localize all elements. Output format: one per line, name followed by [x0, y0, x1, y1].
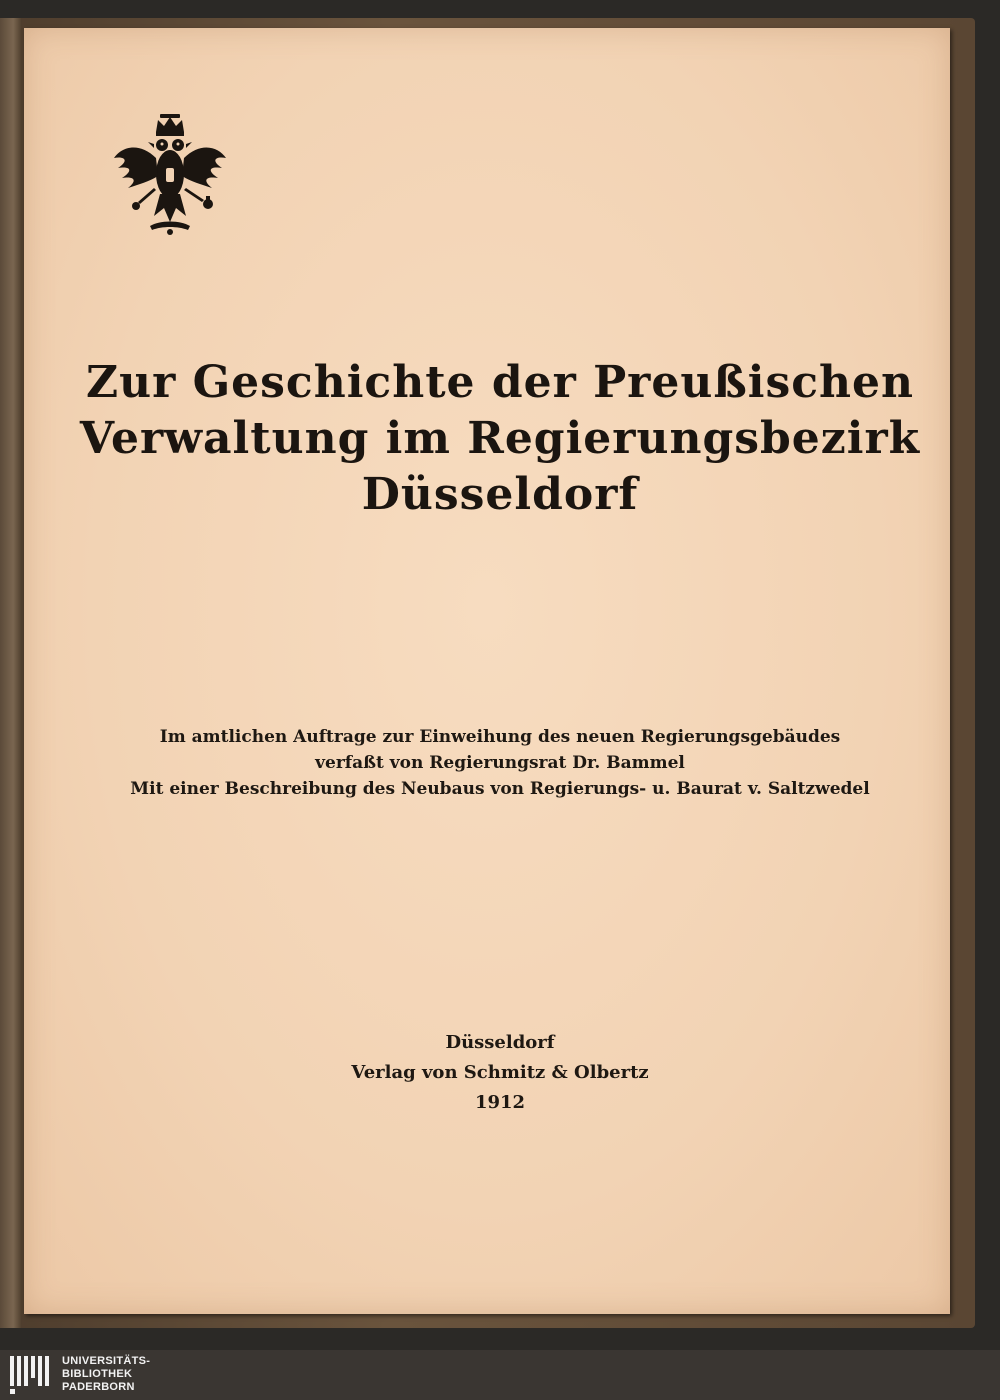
subtitle-line-3: Mit einer Beschreibung des Neubaus von Regierungs- u. Baurat v. Saltzwedel — [130, 779, 870, 799]
subtitle-line-2: verfaßt von Regierungsrat Dr. Bammel — [315, 753, 685, 773]
book-spine — [0, 18, 22, 1328]
logo-line-2: BIBLIOTHEK — [62, 1368, 133, 1380]
library-footer-bar — [0, 1350, 1000, 1400]
title-line-2: Verwaltung im Regierungsbezirk — [79, 413, 921, 464]
subtitle-line-1: Im amtlichen Auftrage zur Einweihung des neuen Regierungsgebäudes — [159, 727, 841, 747]
imprint-publisher: Verlag von Schmitz & Olbertz — [351, 1062, 649, 1083]
imprint-year: 1912 — [474, 1092, 526, 1113]
prussian-eagle-icon — [110, 112, 230, 237]
imprint — [0, 1028, 1000, 1118]
logo-line-3: PADERBORN — [62, 1381, 135, 1393]
book-title — [0, 355, 1000, 523]
title-line-3: Düsseldorf — [361, 469, 639, 520]
library-logo-icon — [8, 1354, 54, 1396]
logo-line-1: UNIVERSITÄTS- — [62, 1355, 151, 1367]
title-line-1: Zur Geschichte der Preußischen — [85, 357, 915, 408]
library-logo-text — [62, 1355, 150, 1394]
imprint-place: Düsseldorf — [445, 1032, 555, 1053]
book-subtitle — [0, 724, 1000, 802]
